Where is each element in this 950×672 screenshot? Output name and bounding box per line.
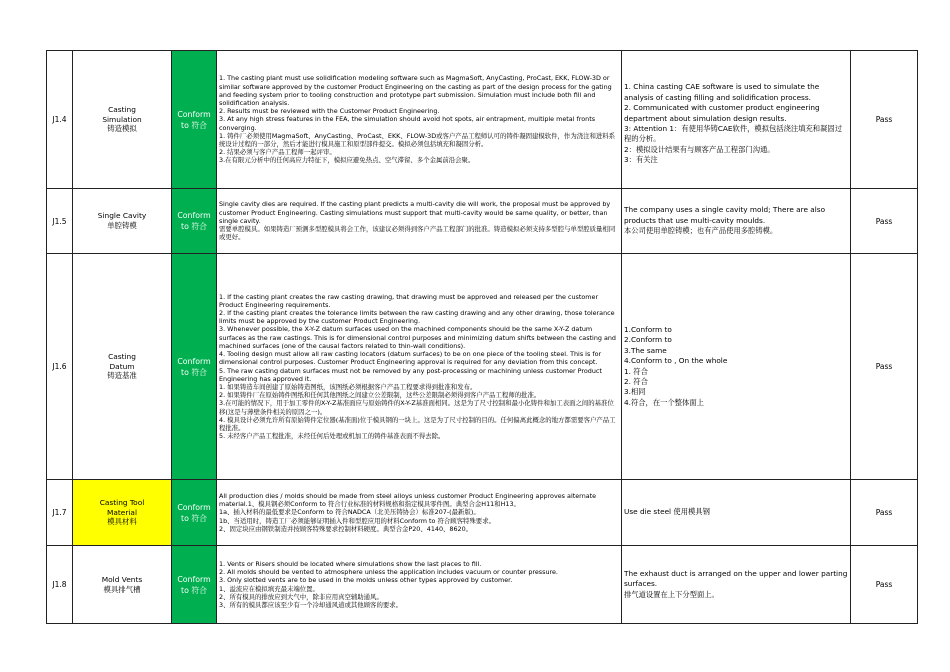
item-name-cell (73, 189, 172, 254)
item-name-line: Casting (108, 352, 136, 362)
requirement-line: 1b、当适用时，铸造工厂必须能够证明插入件和型腔应用的材料Conform to 符合顾客特殊要求。 (219, 516, 495, 525)
item-id-cell: J1.4 (47, 51, 73, 189)
response-cell (622, 189, 851, 254)
requirement-line: 2. 如果铸件厂在原始铸件图纸和任何其他图纸之间建立公差限制，这些公差限制必须得到客户产品工程师的批准。 (219, 391, 541, 400)
item-name-line: Datum (109, 361, 135, 371)
requirement-line: 2. 结果必须与客户产品工程师一起评审。 (219, 148, 336, 157)
blank-line (624, 73, 848, 82)
response-line: 3: Attention 1：有使用华铸CAE软件，模拟包括浇注填充和凝固过程的分析。 (624, 124, 842, 144)
item-name-cell (73, 51, 172, 189)
conformance-cell: Conform to 符合 (172, 189, 217, 254)
response-line: The company uses a single cavity mold; There are also products that use multi-cavity moulds. (624, 205, 826, 225)
item-name-line: Casting Tool (99, 498, 145, 508)
response-cell (622, 51, 851, 189)
requirement-line: 5. 未经客户产品工程批准，未经任何后处理或机加工的铸件基准表面不得去除。 (219, 432, 445, 441)
requirement-line: 2. Results must be reviewed with the Customer Product Engineering. (219, 107, 440, 116)
item-name-cell (73, 480, 172, 546)
response-line: 3：有关注 (624, 155, 658, 165)
response-cell (622, 546, 851, 624)
result-cell: Pass (851, 546, 918, 624)
item-name-cell (73, 254, 172, 480)
requirement-cell (217, 546, 622, 624)
item-name-line: 单腔铸模 (107, 221, 137, 230)
response-line: 4.符合，在一个整体面上 (624, 397, 704, 407)
requirement-cell (217, 189, 622, 254)
requirement-line: 需要单腔模具。如果铸造厂预测多型腔模具将会工作，该建议必须得到客户产品工程部门的批准。铸造模拟必须支持多型腔与单型腔质量相同或更好。 (219, 225, 616, 242)
result-cell: Pass (851, 189, 918, 254)
requirement-line: Single cavity dies are required. If the casting plant predicts a multi-cavity die will work, the proposal must be approved by customer Product Engineering. Casting simulations must support that multi-cavity would be same quality, or better, than single cavity. (219, 200, 611, 225)
requirement-line: 1. Vents or Risers should be located where simulations show the last places to fill. (219, 559, 482, 568)
requirement-line: 3.在有限元分析中的任何高应力特征下，模拟应避免热点、空气滞留、多个金属前沿会聚。 (219, 156, 475, 165)
requirement-line: 2. If the casting plant creates the tolerance limits between the raw casting drawing and any other drawing, those tolerance limits must be approved by the customer Product Engineering. (219, 309, 615, 326)
item-name-line: Material (106, 507, 138, 517)
table-row (47, 51, 918, 189)
requirement-line: 5. The raw casting datum surfaces must not be removed by any post-processing or machining unless customer Product Engineering has approved it. (219, 366, 602, 383)
response-line: 2：模拟设计结果有与顾客产品工程部门沟通。 (624, 144, 775, 154)
conformance-cell: Conform to 符合 (172, 546, 217, 624)
item-id-cell: J1.7 (47, 480, 73, 546)
result-cell: Pass (851, 51, 918, 189)
requirement-cell (217, 254, 622, 480)
requirement-line: 2、固定块应由钢铁制造并按顾客特殊要求控制材料硬度。典型合金P20、4140、8620。 (219, 524, 473, 533)
response-line: 1. 符合 (624, 366, 648, 376)
requirement-line: 3. Only slotted vents are to be used in the molds unless other types approved by customer. (219, 576, 513, 585)
item-id-cell: J1.8 (47, 546, 73, 624)
response-line: The exhaust duct is arranged on the upper and lower parting surfaces. (624, 568, 848, 589)
result-cell: Pass (851, 480, 918, 546)
requirement-line: All production dies / molds should be made from steel alloys unless customer Product Engineering approves alternate material.1、模具钢必须Conform to 符合行业标准的材料规格和指定模具零件图。典型合金H11和H13。 (219, 491, 597, 509)
requirement-cell (217, 51, 622, 189)
requirement-line: 4. 模具设计必须允许所有原始铸件定位器(基准面)位于模具钢的一块上。这是为了尺寸控制的目的。任何偏离此概念的地方都需要客户产品工程批准。 (219, 415, 616, 432)
item-name-line: Simulation (102, 114, 142, 124)
item-name-line: Casting (108, 105, 136, 115)
table-row (47, 546, 918, 624)
requirement-line: 4. Tooling design must allow all raw casting locators (datum surfaces) to be on one piece of the tooling steel. This is for dimensional control purposes. Customer Product Engineering approval is required for any deviation from this concept. (219, 350, 602, 367)
item-name-line: 铸造模拟 (107, 124, 137, 134)
response-line: 2. 符合 (624, 376, 648, 386)
response-line: 1.Conform to (624, 324, 672, 334)
item-id-cell: J1.5 (47, 189, 73, 254)
requirement-line: 3. At any high stress features in the FEA, the simulation should avoid hot spots, air entrapment, multiple metal fronts converging. (219, 115, 596, 132)
response-line: 1. China casting CAE software is used to simulate the analysis of casting filling and solidification process. (624, 82, 820, 102)
response-line: 3.The same (624, 345, 667, 355)
requirement-line: 3. Whenever possible, the X-Y-Z datum surfaces used on the machined components should be the same X-Y-Z datum surfaces as the raw castings. This is for dimensional control purposes and minimizing datum shifts between the casting and machined surfaces (one of the causal factors related to thin-wall conditions). (219, 325, 616, 350)
requirement-line: 1. The casting plant must use solidification modeling software such as MagmaSoft, AnyCasting, ProCast, EKK, FLOW-3D or similar software approved by the customer Product Engineering on the casting as part of the design process for the gating and feeding system prior to tooling construction and prototype part submission. Simulation must include both fill and solidification analysis. (219, 74, 612, 107)
requirement-line: 1. 铸件厂必须使用MagmaSoft、AnyCasting、ProCast、EKK、FLOW-3D或客户产品工程师认可的铸件凝固建模软件，作为浇注和进料系统设计过程的一部分，然后才能进行模具施工和原型部件提交。模拟必须包括填充和凝固分析。 (219, 131, 616, 148)
item-name-line: 铸造基准 (107, 371, 137, 381)
requirement-cell (217, 480, 622, 546)
conformance-cell: Conform to 符合 (172, 254, 217, 480)
requirement-line: 1a、插入材料的最低要求是Conform to 符合NADCA（北美压铸协会）标准207-(最新版)。 (219, 508, 480, 517)
table-row (47, 254, 918, 480)
response-line: Use die steel 使用模具钢 (624, 507, 710, 517)
conformance-cell: Conform to 符合 (172, 51, 217, 189)
item-name-line: Single Cavity (97, 211, 147, 221)
requirement-line: 1. If the casting plant creates the raw casting drawing, that drawing must be approved and released per the customer Product Engineering requirements. (219, 292, 599, 309)
requirement-line: 3、所有的模具都应该至少有一个冷却通风道或其他顾客的要求。 (219, 600, 403, 609)
table-row (47, 189, 918, 254)
response-line: 排气道设置在上下分型面上。 (624, 589, 719, 599)
result-cell: Pass (851, 254, 918, 480)
conformance-cell: Conform to 符合 (172, 480, 217, 546)
response-line: 2.Conform to (624, 335, 672, 345)
item-name-line: 模具材料 (107, 517, 137, 527)
requirement-line: 1. 如果铸造车间创建了原始铸造图纸，该图纸必须根据客户产品工程要求得到批准和发布。 (219, 382, 477, 391)
item-id-cell: J1.6 (47, 254, 73, 480)
requirements-table (46, 50, 918, 624)
response-line: 4.Conform to , On the whole (624, 356, 728, 366)
response-cell (622, 480, 851, 546)
response-line: 本公司使用单腔铸模；也有产品使用多腔铸模。 (624, 226, 778, 236)
item-name-line: 模具排气槽 (103, 584, 141, 594)
requirement-line: 3.在可能的情况下，用于加工零件的X-Y-Z基准面应与原始铸件的X-Y-Z基准面相同。这是为了尺寸控制和最小化铸件和加工表面之间的基准位移(这是与薄壁条件相关的原因之一)。 (219, 399, 614, 416)
response-cell (622, 254, 851, 480)
item-name-cell (73, 546, 172, 624)
requirement-line: 1、溢流应在模拟填充最末端位置。 (219, 584, 319, 593)
requirement-line: 2. All molds should be vented to atmosphere unless the application includes vacuum or counter pressure. (219, 568, 558, 577)
response-line: 3.相同 (624, 387, 646, 397)
table-row (47, 480, 918, 546)
requirement-line: 2、所有模具的排放应到大气中，除非应用真空辅助通风。 (219, 592, 383, 601)
response-line: 2. Communicated with customer product engineering department about simulation design results. (624, 103, 820, 123)
item-name-line: Mold Vents (101, 574, 143, 584)
